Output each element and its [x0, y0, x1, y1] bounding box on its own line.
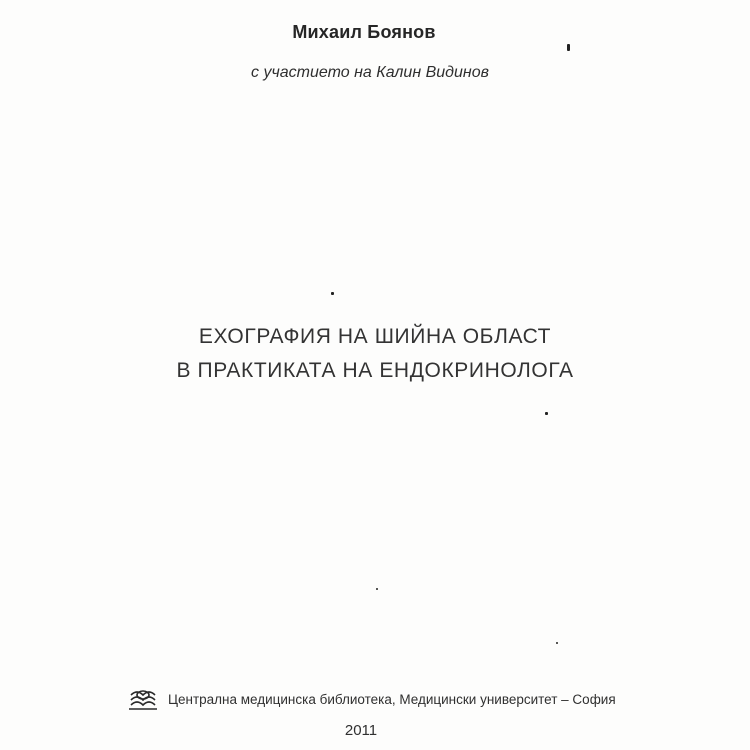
book-title: [0, 320, 750, 388]
scan-speck: [567, 44, 570, 51]
scan-speck: [545, 412, 548, 415]
book-title-line-2: В ПРАКТИКАТА НА ЕНДОКРИНОЛОГА: [176, 359, 574, 383]
library-emblem-icon: [126, 686, 160, 712]
scan-speck: [556, 642, 558, 644]
publication-year: 2011: [344, 722, 378, 739]
publisher-name: Централна медицинска библиотека, Медицински университет – София: [168, 691, 616, 707]
scan-speck: [376, 588, 378, 590]
book-title-line-1: ЕХОГРАФИЯ НА ШИЙНА ОБЛАСТ: [198, 325, 552, 349]
publisher-block: [126, 686, 616, 712]
scan-speck: [331, 292, 334, 295]
contributor-line: с участието на Калин Видинов: [251, 64, 489, 81]
author-name: Михаил Боянов: [292, 22, 436, 42]
